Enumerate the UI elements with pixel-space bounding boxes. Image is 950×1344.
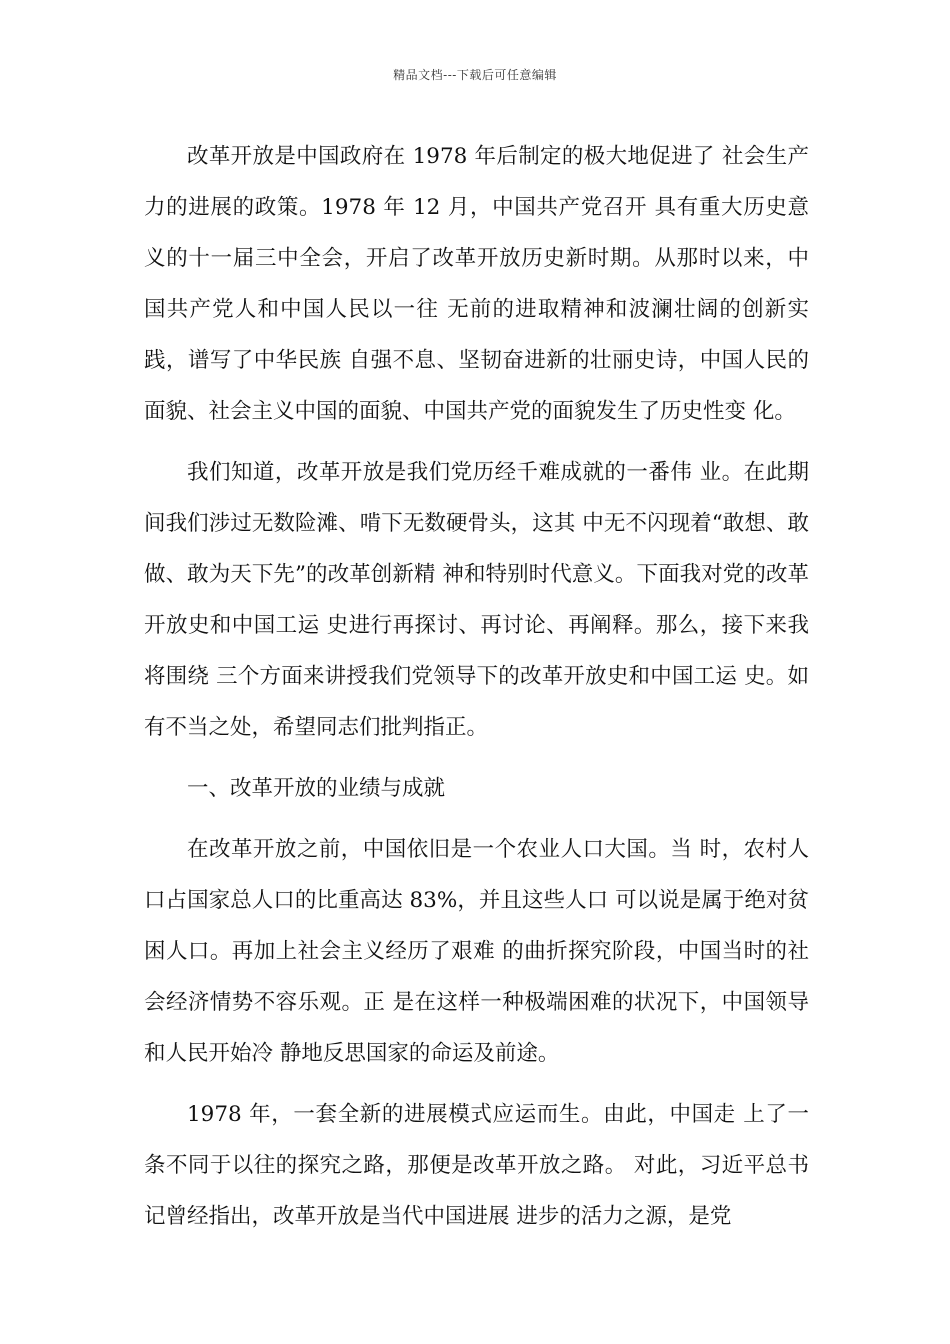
paragraph-overview: 我们知道，改革开放是我们党历经千难成就的一番伟 业。在此期间我们涉过无数险滩、啃下无数硬骨头，这其 中无不闪现着“敢想、敢做、敢为天下先”的改革创新精 神和特别时代意义。下面我对党的改革开放史和中国工运 史进行再探讨、再讨论、再阐释。那么，接下来我将围绕 三个方面来讲授我们党领导下的改革开放史和中国工运 史。如有不当之处，希望同志们批判指正。 <box>144 460 809 740</box>
paragraph-before-reform: 在改革开放之前，中国依旧是一个农业人口大国。当 时，农村人口占国家总人口的比重高达 83%，并且这些人口 可以说是属于绝对贫困人口。再加上社会主义经历了艰难 的曲折探究阶段，中国当时的社会经济情势不容乐观。正 是在这样一种极端困难的状况下，中国领导和人民开始冷 静地反思国家的命运及前途。 <box>144 837 809 1066</box>
paragraph-intro: 改革开放是中国政府在 1978 年后制定的极大地促进了 社会生产力的进展的政策。1978 年 12 月，中国共产党召开 具有重大历史意义的十一届三中全会，开启了改革开放历史新时期。从那时以来，中国共产党人和中国人民以一往 无前的进取精神和波澜壮阔的创新实践，谱写了中华民族 自强不息、坚韧奋进新的壮丽史诗，中国人民的面貌、社会主义中国的面貌、中国共产党的面貌发生了历史性变 化。 <box>144 144 809 424</box>
document-body <box>144 131 809 1242</box>
paragraph-1978: 1978 年，一套全新的进展模式应运而生。由此，中国走 上了一条不同于以往的探究之路，那便是改革开放之路。 对此，习近平总书记曾经指出，改革开放是当代中国进展 进步的活力之源，是党 <box>144 1102 809 1229</box>
page-header: 精品文档---下载后可任意编辑 <box>393 68 557 82</box>
section-heading: 一、改革开放的业绩与成就 <box>187 776 446 801</box>
